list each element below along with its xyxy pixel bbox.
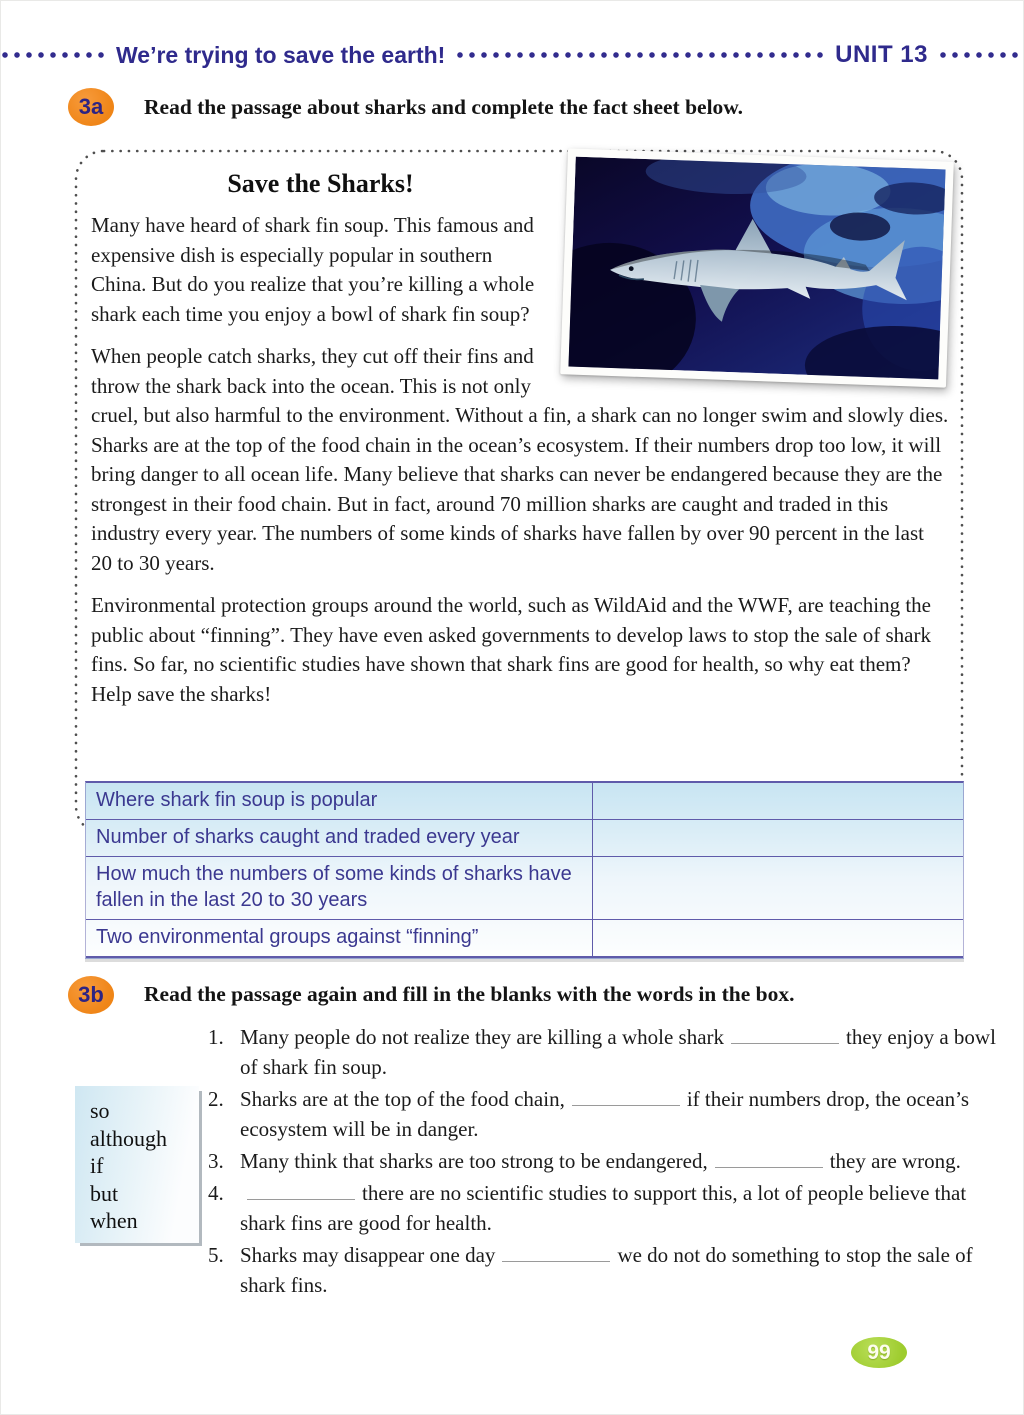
item-text-after: they enjoy a bowl of shark fin soup.	[240, 1025, 996, 1079]
table-row	[86, 783, 963, 820]
answer-blank	[715, 1152, 823, 1168]
exercise-item-2	[208, 1084, 1014, 1144]
word-box-item: but	[90, 1180, 119, 1206]
table-row	[86, 920, 963, 958]
word-box-item: if	[90, 1153, 104, 1178]
reading-passage-box	[72, 147, 966, 838]
item-number: 4.	[208, 1181, 224, 1205]
dotted-line	[455, 50, 825, 60]
answer-blank	[502, 1246, 610, 1262]
fact-answer-cell	[592, 857, 963, 919]
item-text-before: Many think that sharks are too strong to be endangered,	[240, 1149, 708, 1173]
fact-answer-cell	[592, 783, 963, 819]
word-box-item: when	[90, 1208, 138, 1233]
item-text	[240, 1178, 1014, 1238]
item-text-before: Many people do not realize they are killing a whole shark	[240, 1025, 725, 1049]
fill-in-exercise-list	[208, 1022, 1014, 1302]
passage-title: Save the Sharks!	[227, 169, 414, 198]
task-3a-instruction: Read the passage about sharks and complete the fact sheet below.	[144, 95, 744, 119]
fact-label: Where shark fin soup is popular	[96, 789, 378, 811]
fact-sheet-table	[85, 781, 964, 959]
item-text-after: there are no scientific studies to support this, a lot of people believe that shark fins are good for health.	[240, 1181, 967, 1235]
answer-blank	[247, 1184, 355, 1200]
word-box	[75, 1086, 199, 1243]
item-text-after: they are wrong.	[829, 1149, 961, 1173]
item-number: 3.	[208, 1149, 224, 1173]
item-number: 5.	[208, 1243, 224, 1267]
passage-content	[72, 147, 966, 838]
unit-theme-title: We’re trying to save the earth!	[116, 41, 446, 68]
fact-answer-cell	[592, 920, 963, 956]
fact-label: Number of sharks caught and traded every year	[96, 826, 520, 848]
dotted-line	[0, 50, 106, 60]
task-3a-badge: 3a	[68, 88, 114, 126]
fact-label: Two environmental groups against “finning”	[96, 926, 479, 948]
word-box-item: so	[90, 1098, 110, 1123]
item-text	[240, 1022, 1014, 1082]
exercise-item-5	[208, 1240, 1014, 1300]
passage-paragraph-1: Many have heard of shark fin soup. This famous and expensive dish is especially popular in southern China. But do you realize that you’re killing a whole shark each time you enjoy a bowl of shark fin soup?	[91, 213, 535, 326]
table-row	[86, 857, 963, 920]
item-text-after: if their numbers drop, the ocean’s ecosystem will be in danger.	[240, 1087, 970, 1141]
exercise-item-1	[208, 1022, 1014, 1082]
item-text	[240, 1240, 1014, 1300]
answer-blank	[572, 1090, 680, 1106]
item-text-before: Sharks are at the top of the food chain,	[240, 1087, 565, 1111]
item-number: 2.	[208, 1087, 224, 1111]
passage-paragraph-3: Environmental protection groups around the world, such as WildAid and the WWF, are teaching the public about “finning”. They have even asked governments to develop laws to stop the sale of shark fins. So far, no scientific studies have shown that shark fins are good for health, so why eat them? Help save the sharks!	[91, 593, 931, 706]
table-row	[86, 820, 963, 857]
exercise-item-4	[208, 1178, 1014, 1238]
answer-blank	[731, 1028, 839, 1044]
item-text-after: we do not do something to stop the sale of shark fins.	[240, 1243, 973, 1297]
item-text	[240, 1084, 1014, 1144]
item-text	[240, 1146, 1014, 1176]
fact-answer-cell	[592, 820, 963, 856]
word-box-item: although	[90, 1125, 167, 1151]
passage-paragraph-2: When people catch sharks, they cut off their fins and throw the shark back into the ocean. This is not only cruel, but also harmful to the environment. Without a fin, a shark can no longer swim and slowly dies. Sharks are at the top of the food chain in the ocean’s ecosystem. If their numbers drop too low, it will bring danger to all ocean life. Many believe that sharks can never be endangered because they are the strongest in their food chain. But in fact, around 70 million sharks are caught and traded in this industry every year. The numbers of some kinds of sharks have fallen by over 90 percent in the last 20 to 30 years.	[91, 344, 949, 575]
unit-number-label: UNIT 13	[835, 41, 928, 68]
dotted-line	[938, 50, 1024, 60]
exercise-item-3	[208, 1146, 1014, 1176]
task-3b-badge: 3b	[68, 976, 114, 1014]
task-3b-instruction: Read the passage again and fill in the blanks with the words in the box.	[144, 982, 795, 1006]
page-number-badge: 99	[851, 1337, 907, 1368]
shark-photo	[560, 148, 954, 387]
item-text-before: Sharks may disappear one day	[240, 1243, 496, 1267]
fact-label: How much the numbers of some kinds of sharks have fallen in the last 20 to 30 years	[96, 863, 572, 911]
item-number: 1.	[208, 1025, 224, 1049]
page-header	[0, 40, 1024, 70]
shark-photo-image	[568, 157, 945, 380]
